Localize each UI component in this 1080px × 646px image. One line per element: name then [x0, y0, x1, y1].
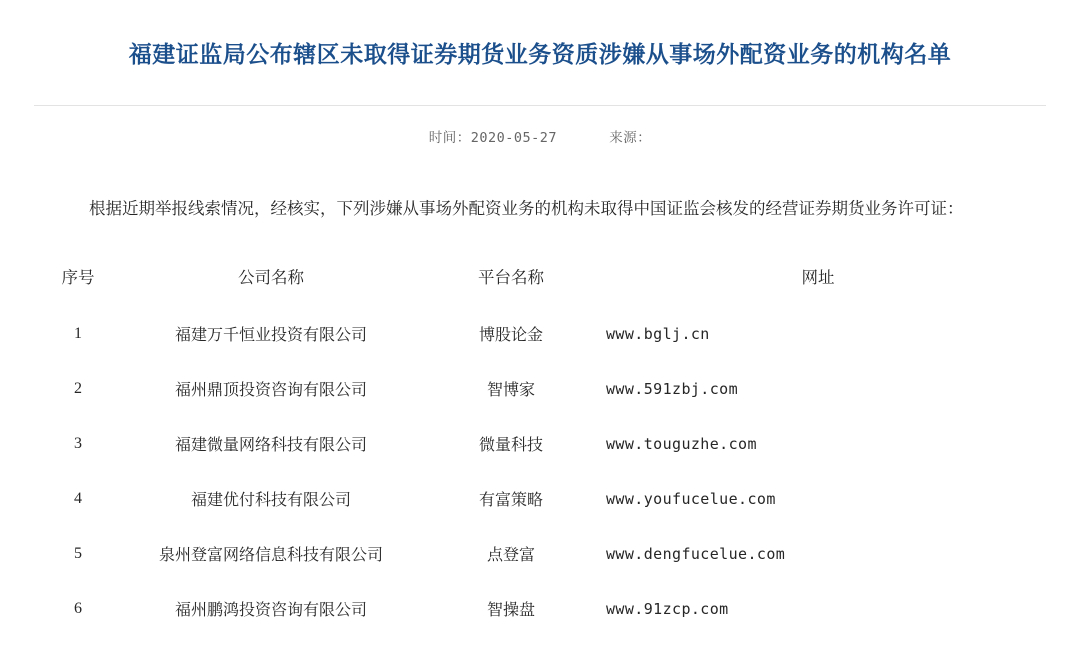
source-label: 来源： — [609, 130, 652, 146]
cell-no: 6 — [74, 599, 82, 617]
document-page — [0, 15, 1080, 646]
cell-url: www.dengfucelue.com — [606, 544, 786, 563]
cell-company: 福建万千恒业投资有限公司 — [174, 327, 367, 345]
table-row — [30, 526, 1030, 581]
cell-platform: 点登富 — [486, 547, 535, 565]
left-margin-strip — [0, 15, 30, 646]
cell-company: 福建优付科技有限公司 — [190, 492, 351, 510]
cell-company: 福州鹏鸿投资咨询有限公司 — [174, 602, 367, 620]
cell-platform: 博股论金 — [478, 327, 543, 345]
cell-company: 泉州登富网络信息科技有限公司 — [158, 547, 383, 565]
intro-paragraph: 根据近期举报线索情况，经核实，下列涉嫌从事场外配资业务的机构未取得中国证监会核发的经营证券期货业务许可证： — [89, 198, 964, 218]
cell-url: www.youfucelue.com — [606, 489, 776, 508]
cell-no: 2 — [74, 379, 82, 397]
institutions-table — [30, 250, 1030, 636]
cell-url: www.91zcp.com — [606, 599, 729, 618]
cell-company: 福州鼎顶投资咨询有限公司 — [174, 382, 367, 400]
table-row — [30, 306, 1030, 361]
cell-url: www.bglj.cn — [606, 324, 710, 343]
cell-platform: 智博家 — [486, 382, 535, 400]
cell-platform: 微量科技 — [478, 437, 543, 455]
cell-url: www.touguzhe.com — [606, 434, 757, 453]
column-header-platform: 平台名称 — [478, 268, 544, 288]
column-header-no: 序号 — [61, 268, 95, 288]
cell-url: www.591zbj.com — [606, 379, 739, 398]
table-row — [30, 416, 1030, 471]
column-header-company: 公司名称 — [238, 268, 304, 288]
cell-no: 5 — [74, 544, 82, 562]
article-meta — [0, 106, 1080, 158]
column-header-url: 网址 — [801, 268, 835, 288]
table-row — [30, 581, 1030, 636]
cell-platform: 智操盘 — [486, 602, 535, 620]
table-header-row — [30, 250, 1030, 306]
page-title: 福建证监局公布辖区未取得证券期货业务资质涉嫌从事场外配资业务的机构名单 — [128, 42, 952, 68]
cell-company: 福建微量网络科技有限公司 — [174, 437, 367, 455]
table-row — [30, 361, 1030, 416]
publish-time: 时间：2020-05-27 — [428, 130, 558, 146]
cell-no: 1 — [74, 324, 82, 342]
cell-no: 3 — [74, 434, 82, 452]
cell-platform: 有富策略 — [478, 492, 543, 510]
table-row — [30, 471, 1030, 526]
cell-no: 4 — [74, 489, 82, 507]
